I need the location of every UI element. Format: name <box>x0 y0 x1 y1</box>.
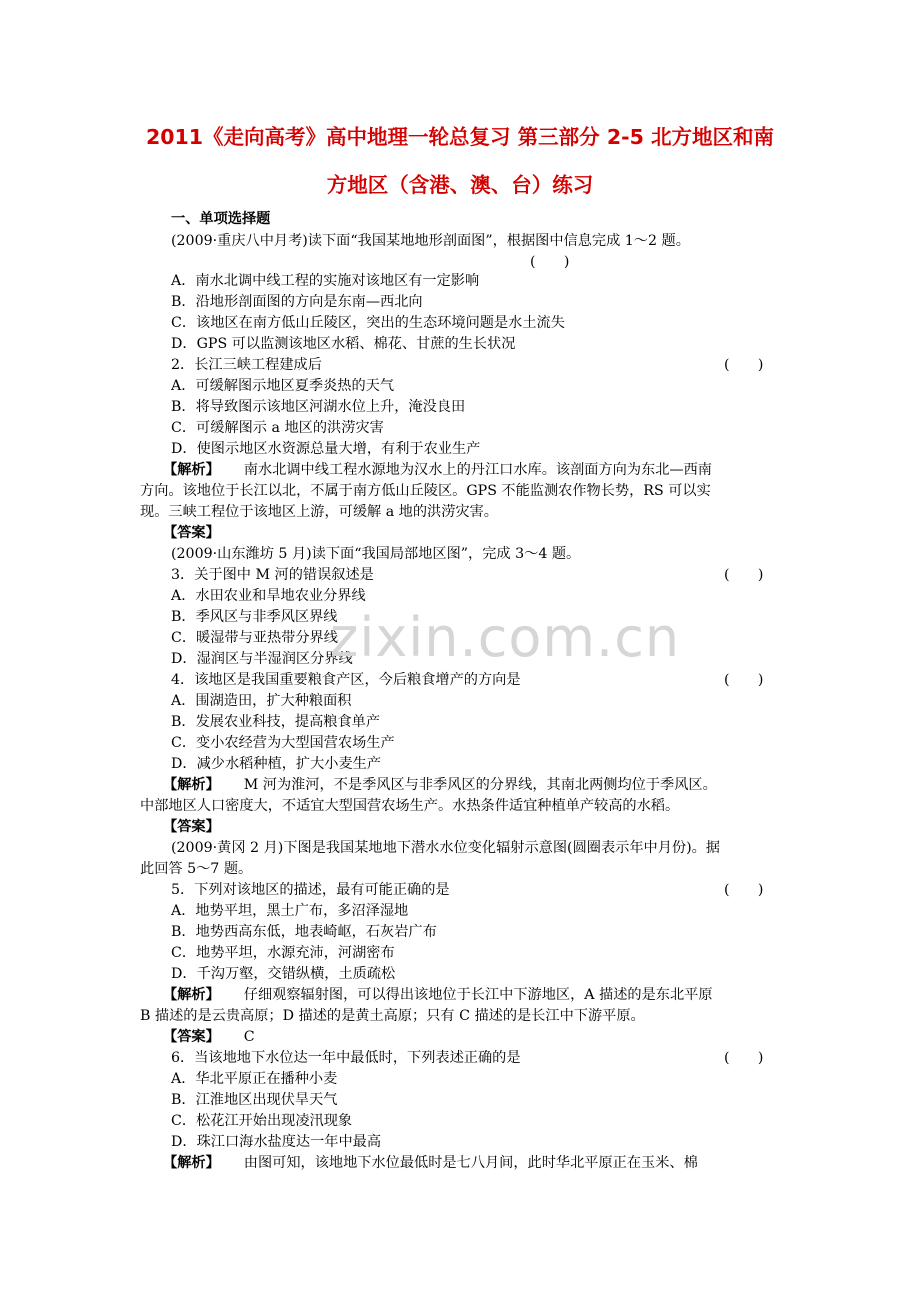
q4-option-a: A．围湖造田，扩大种粮面积 <box>171 693 352 709</box>
q5-stem: 5．下列对该地区的描述，最有可能正确的是 <box>171 882 450 898</box>
q3-option-c: C．暖湿带与亚热带分界线 <box>171 630 338 646</box>
g1-analysis-line-1 <box>163 463 712 477</box>
q2-answer-paren: ( ) <box>724 357 764 373</box>
document-title-line-2: 方地区（含港、澳、台）练习 <box>326 173 594 197</box>
q6-stem: 6．当该地地下水位达一年中最低时，下列表述正确的是 <box>171 1050 521 1066</box>
q5-option-c: C．地势平坦，水源充沛，河湖密布 <box>171 945 395 961</box>
q6-option-d: D．珠江口海水盐度达一年中最高 <box>171 1134 382 1150</box>
q2-stem: 2．长江三峡工程建成后 <box>171 357 322 373</box>
q6-answer-paren: ( ) <box>724 1050 764 1066</box>
q3-option-d: D．湿润区与半湿润区分界线 <box>171 651 353 667</box>
g3-analysis2-line <box>163 1156 698 1170</box>
q4-stem: 4．该地区是我国重要粮食产区，今后粮食增产的方向是 <box>171 672 521 688</box>
q4-option-c: C．变小农经营为大型国营农场生产 <box>171 735 395 751</box>
q5-answer-paren: ( ) <box>724 882 764 898</box>
group3-intro-line-2: 此回答 5～7 题。 <box>140 861 253 877</box>
q2-option-d: D．使图示地区水资源总量大增，有利于农业生产 <box>171 441 481 457</box>
q2-option-b: B．将导致图示该地区河湖水位上升，淹没良田 <box>171 399 466 415</box>
g1-analysis-text-1: 南水北调中线工程水源地为汉水上的丹江口水库。该剖面方向为东北—西南 <box>243 462 712 478</box>
g2-analysis-line-1 <box>163 778 717 792</box>
g3-answer-label: 【答案】 <box>163 1029 220 1045</box>
q2-option-a: A．可缓解图示地区夏季炎热的天气 <box>171 378 395 394</box>
q5-option-b: B．地势西高东低，地表崎岖，石灰岩广布 <box>171 924 437 940</box>
q5-option-d: D．千沟万壑，交错纵横，土质疏松 <box>171 966 396 982</box>
g1-analysis-line-2: 方向。该地位于长江以北，不属于南方低山丘陵区。GPS 不能监测农作物长势，RS 可以实 <box>140 483 711 499</box>
g1-answer-label: 【答案】 <box>163 525 220 541</box>
q4-option-d: D．减少水稻种植，扩大小麦生产 <box>171 756 382 772</box>
g3-answer-value: C <box>243 1029 255 1045</box>
g3-analysis-line-2: B 描述的是云贵高原；D 描述的是黄土高原；只有 C 描述的是长江中下游平原。 <box>140 1008 645 1024</box>
q6-option-c: C．松花江开始出现凌汛现象 <box>171 1113 353 1129</box>
group1-intro: (2009·重庆八中月考)读下面“我国某地地形剖面图”，根据图中信息完成 1～2 题。 <box>171 233 690 249</box>
q3-answer-paren: ( ) <box>724 567 764 583</box>
group2-intro: (2009·山东潍坊 5 月)读下面“我国局部地区图”，完成 3～4 题。 <box>171 546 581 562</box>
g2-answer-label: 【答案】 <box>163 819 220 835</box>
q1-option-c: C．该地区在南方低山丘陵区，突出的生态环境问题是水土流失 <box>171 315 565 331</box>
q4-answer-paren: ( ) <box>724 672 764 688</box>
section-heading: 一、单项选择题 <box>171 211 271 227</box>
q3-stem: 3．关于图中 M 河的错误叙述是 <box>171 567 374 583</box>
g3-analysis2-text: 由图可知，该地地下水位最低时是七八月间，此时华北平原正在玉米、棉 <box>243 1155 698 1171</box>
q1-option-d: D．GPS 可以监测该地区水稻、棉花、甘蔗的生长状况 <box>171 336 516 352</box>
q5-option-a: A．地势平坦，黑土广布，多沼泽湿地 <box>171 903 409 919</box>
q6-option-b: B．江淮地区出现伏旱天气 <box>171 1092 338 1108</box>
q6-option-a: A．华北平原正在播种小麦 <box>171 1071 338 1087</box>
g2-analysis-label: 【解析】 <box>163 777 220 793</box>
g3-analysis-text-1: 仔细观察辐射图，可以得出该地位于长江中下游地区，A 描述的是东北平原 <box>243 987 713 1003</box>
g2-analysis-line-2: 中部地区人口密度大，不适宜大型国营农场生产。水热条件适宜种植单产较高的水稻。 <box>140 798 680 814</box>
g3-answer-line <box>163 1030 255 1044</box>
q1-option-a: A．南水北调中线工程的实施对该地区有一定影响 <box>171 273 480 289</box>
g1-analysis-line-3: 现。三峡工程位于该地区上游，可缓解 a 地的洪涝灾害。 <box>140 504 498 520</box>
g1-analysis-label: 【解析】 <box>163 462 220 478</box>
watermark-text: zixin.com.cn <box>330 606 681 669</box>
q1-option-b: B．沿地形剖面图的方向是东南—西北向 <box>171 294 423 310</box>
q3-option-b: B．季风区与非季风区界线 <box>171 609 338 625</box>
g3-analysis-label: 【解析】 <box>163 987 220 1003</box>
document-title-line-1: 2011《走向高考》高中地理一轮总复习 第三部分 2-5 北方地区和南 <box>145 125 774 149</box>
g3-analysis-line-1 <box>163 988 713 1002</box>
q2-option-c: C．可缓解图示 a 地区的洪涝灾害 <box>171 420 384 436</box>
g3-analysis2-label: 【解析】 <box>163 1155 220 1171</box>
q1-answer-paren: ( ) <box>530 254 570 270</box>
group3-intro-line-1: (2009·黄冈 2 月)下图是我国某地地下潜水水位变化辐射示意图(圆圈表示年中月份)。据 <box>171 840 720 856</box>
q3-option-a: A．水田农业和旱地农业分界线 <box>171 588 366 604</box>
g2-analysis-text-1: M 河为淮河，不是季风区与非季风区的分界线，其南北两侧均位于季风区。 <box>243 777 717 793</box>
q4-option-b: B．发展农业科技，提高粮食单产 <box>171 714 381 730</box>
